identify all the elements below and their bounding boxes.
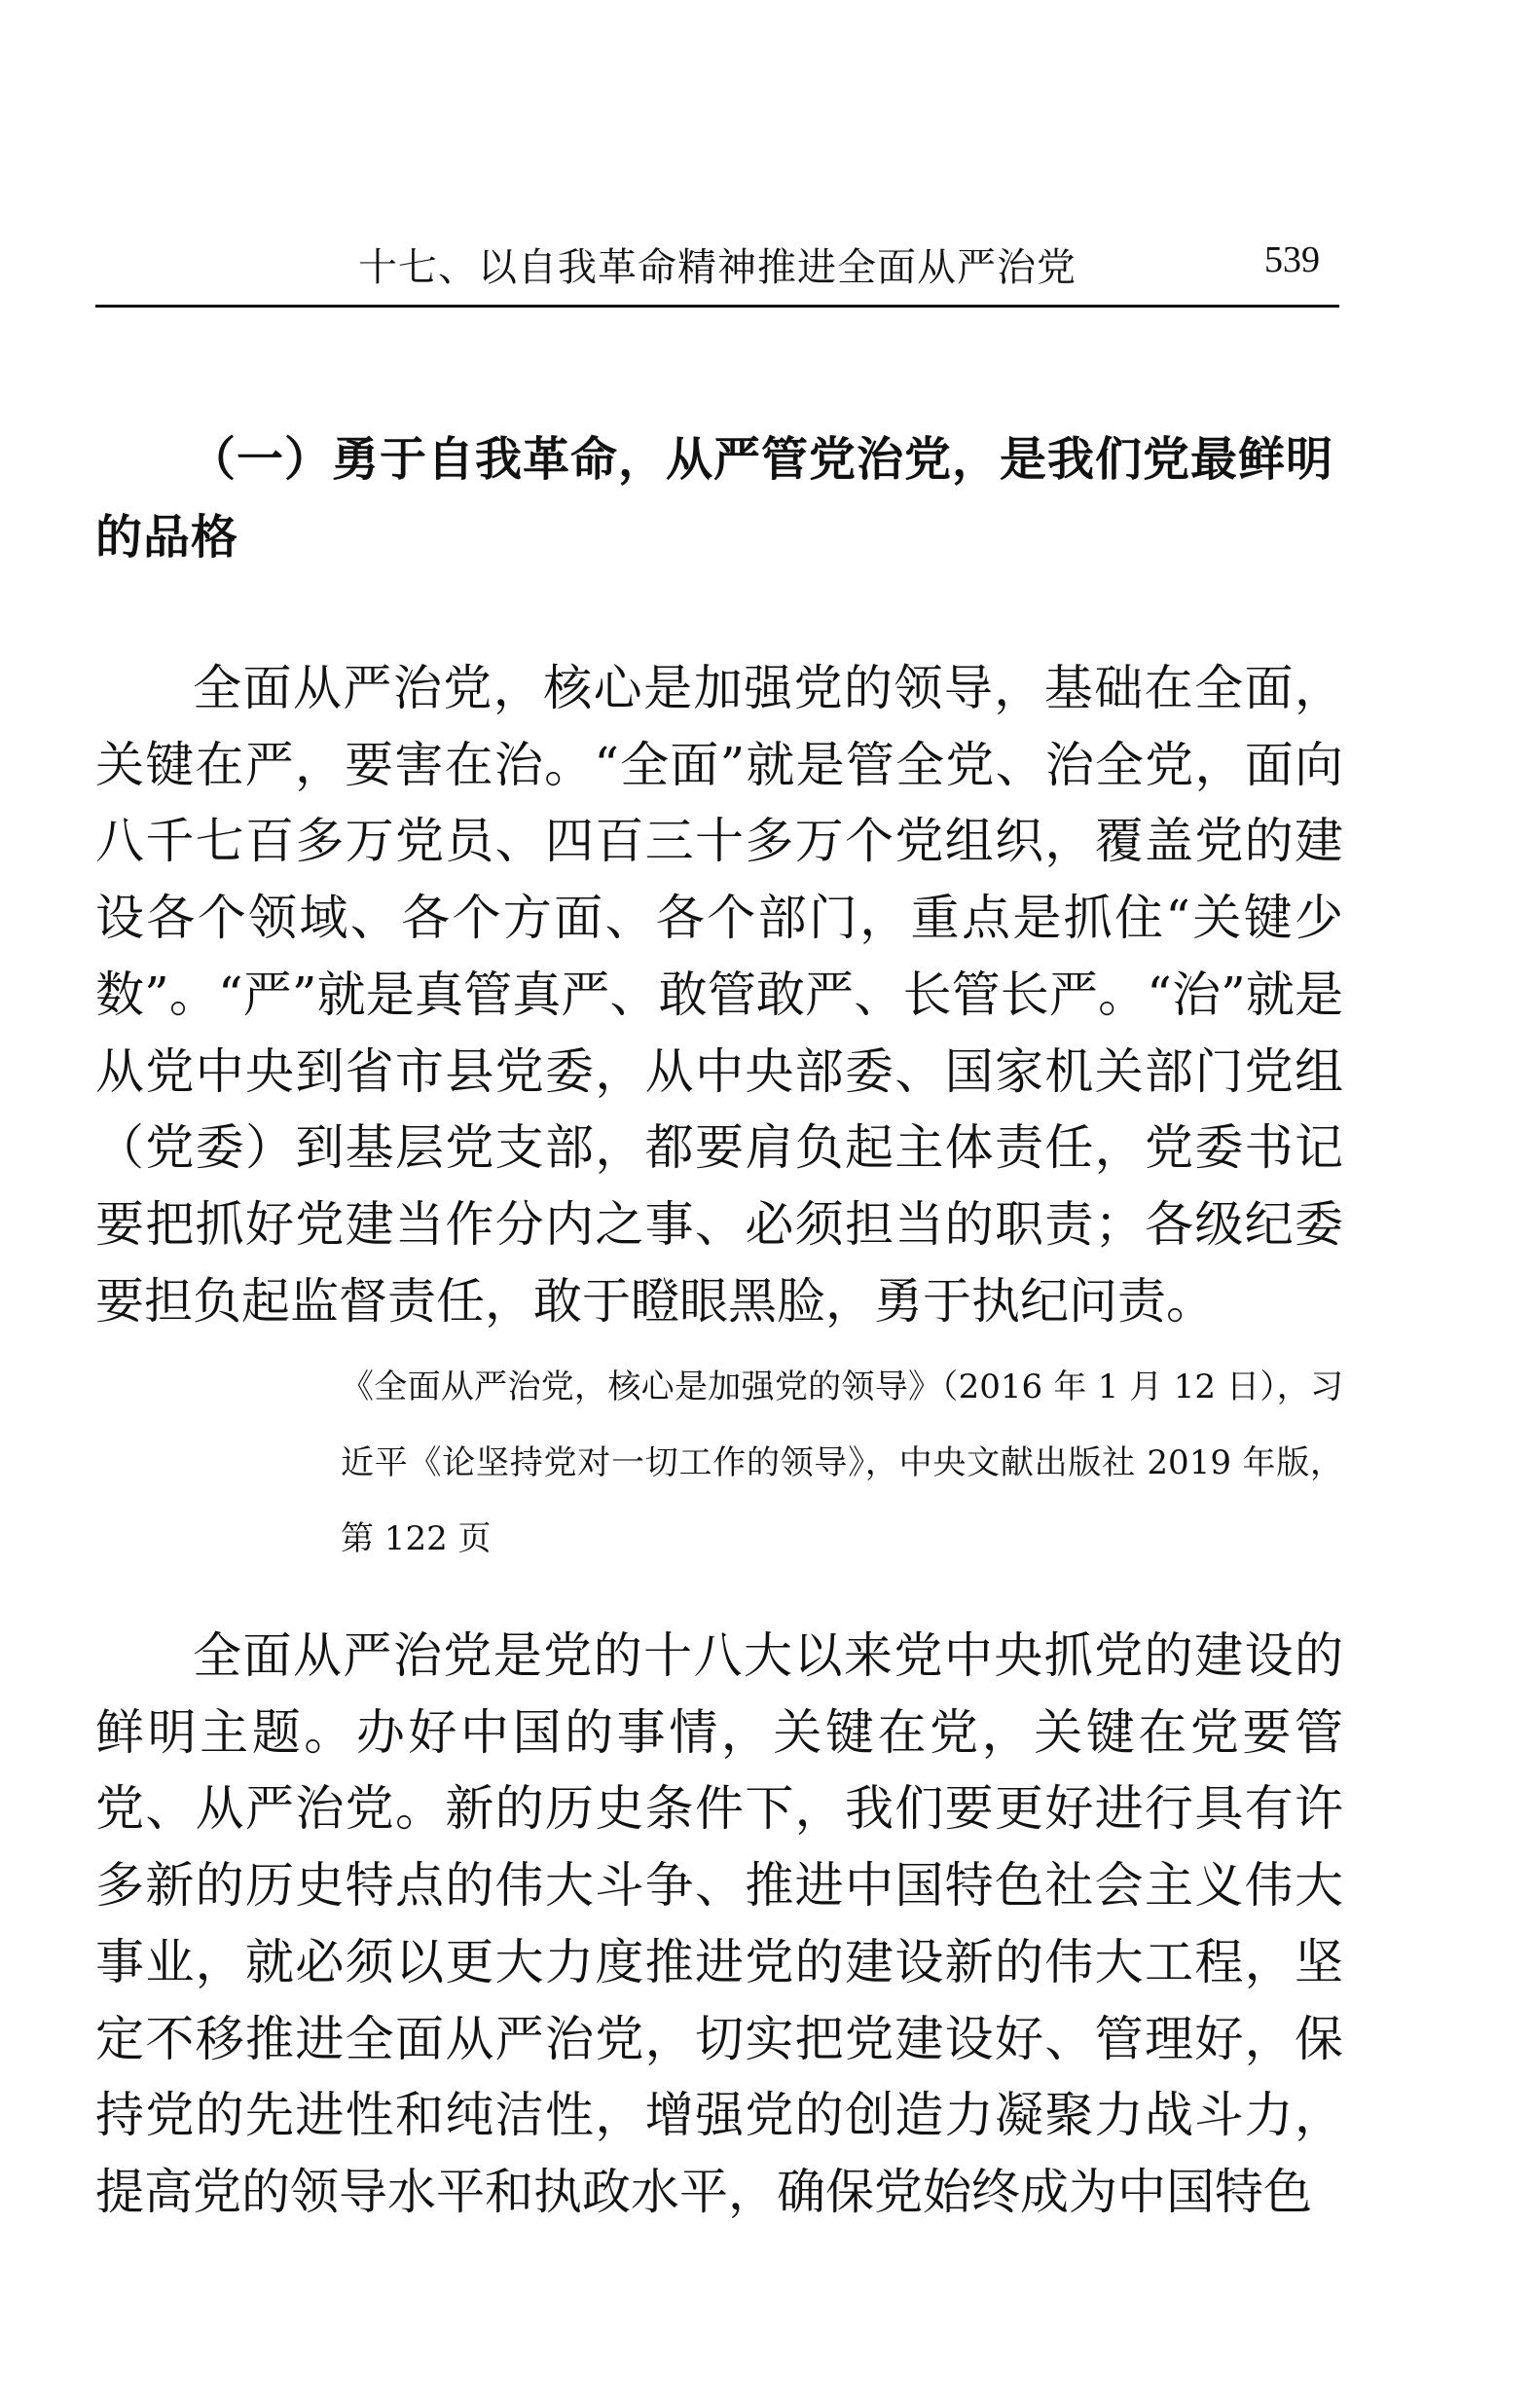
running-header (95, 229, 1339, 308)
section-heading: （一）勇于自我革命，从严管党治党，是我们党最鲜明的品格 (95, 432, 1334, 565)
page-number: 539 (1264, 239, 1320, 280)
source-citation: 《全面从严治党，核心是加强党的领导》（2016 年 1 月 12 日），习近平《论坚持党对一切工作的领导》，中央文献出版社 2019 年版，第 122 页 (341, 1368, 1343, 1558)
body-paragraph-1: 全面从严治党，核心是加强党的领导，基础在全面，关键在严，要害在治。“全面”就是管全党、治全党，面向八千七百多万党员、四百三十多万个党组织，覆盖党的建设各个领域、各个方面、各个部门，重点是抓住“关键少数”。“严”就是真管真严、敢管敢严、长管长严。“治”就是从党中央到省市县党委，从中央部委、国家机关部门党组（党委）到基层党支部，都要肩负起主体责任，党委书记要把抓好党建当作分内之事、必须担当的职责；各级纪委要担负起监督责任，敢于瞪眼黑脸，勇于执纪问责。 (95, 660, 1343, 1330)
running-title: 十七、以自我革命精神推进全面从严治党 (358, 245, 1077, 290)
body-paragraph-2: 全面从严治党是党的十八大以来党中央抓党的建设的鲜明主题。办好中国的事情，关键在党，关键在党要管党、从严治党。新的历史条件下，我们要更好进行具有许多新的历史特点的伟大斗争、推进中国特色社会主义伟大事业，就必须以更大力度推进党的建设新的伟大工程，坚定不移推进全面从严治党，切实把党建设好、管理好，保持党的先进性和纯洁性，增强党的创造力凝聚力战斗力，提高党的领导水平和执政水平，确保党始终成为中国特色 (95, 1627, 1343, 2220)
